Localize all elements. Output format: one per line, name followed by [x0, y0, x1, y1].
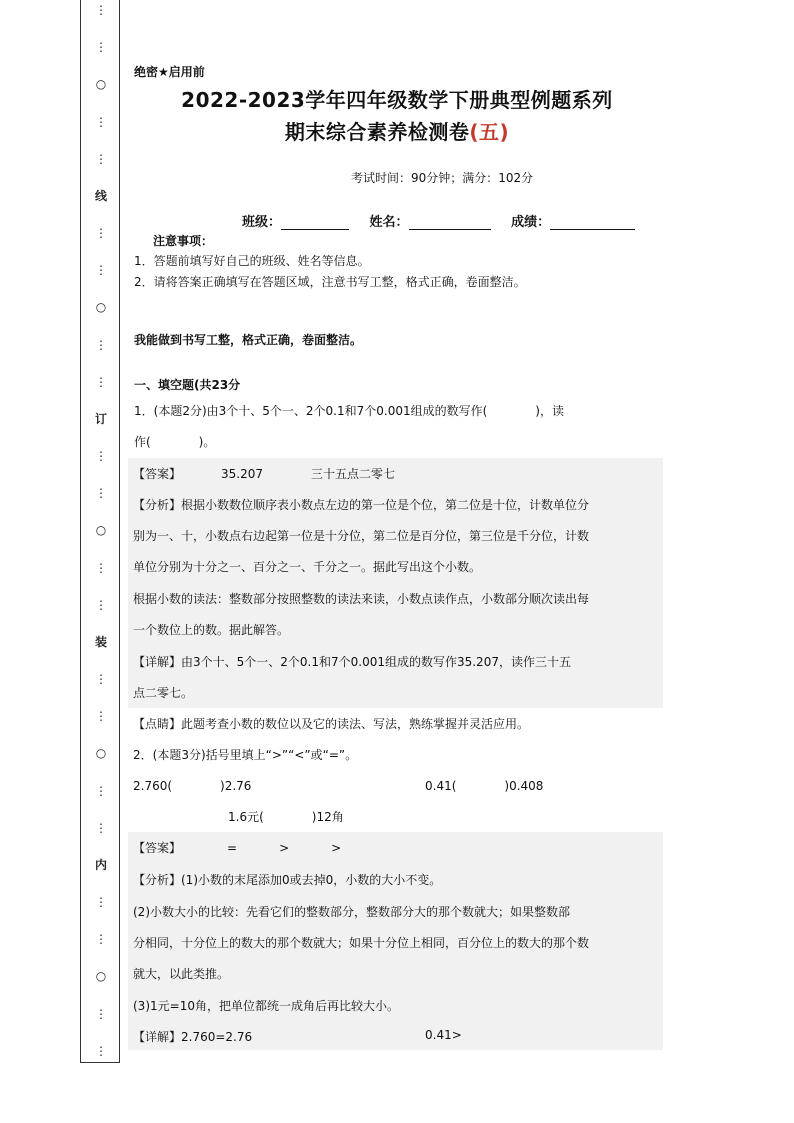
binding-dots: ⋮	[95, 1043, 107, 1058]
name-blank[interactable]	[409, 229, 491, 230]
q2-answer-value-3: >	[331, 841, 342, 855]
q2-answer-value-2: >	[279, 841, 290, 855]
q2-detail-b: 0.41>	[425, 1028, 462, 1042]
q1-detail-line: 【详解】由3个十、5个一、2个0.1和7个0.001组成的数写作35.207，读作三十五	[133, 655, 571, 669]
notice-item-1: 1．答题前填写好自己的班级、姓名等信息。	[134, 254, 370, 268]
q1-stem-line1: 1．(本题2分)由3个十、5个一、2个0.1和7个0.001组成的数写作( )，读	[134, 404, 564, 418]
binding-char-ding: 订	[94, 411, 107, 426]
class-blank[interactable]	[281, 229, 349, 230]
slogan: 我能做到书写工整，格式正确，卷面整洁。	[134, 333, 363, 347]
binding-dots: ⋮	[95, 486, 107, 501]
q2-item-c: 1.6元( )12角	[228, 810, 344, 824]
q1-answer-value-2: 三十五点二零七	[311, 467, 396, 481]
q2-analysis-line: (3)1元=10角，把单位都统一成角后再比较大小。	[133, 999, 399, 1013]
binding-dots: ⋮	[95, 560, 107, 575]
binding-char-nei: 内	[94, 857, 107, 872]
q1-analysis-line: 【分析】根据小数数位顺序表小数点左边的第一位是个位，第二位是十位，计数单位分	[133, 498, 590, 512]
q1-detail-line: 点二零七。	[133, 686, 194, 700]
q1-comment: 【点睛】此题考查小数的数位以及它的读法、写法，熟练掌握并灵活应用。	[133, 717, 530, 731]
binding-dots: ⋮	[95, 226, 107, 241]
binding-dots: ⋮	[95, 114, 107, 129]
q2-answer-row	[133, 839, 341, 856]
q2-stem: 2．(本题3分)括号里填上“>”“<”或“=”。	[133, 748, 358, 762]
binding-dots: ⋮	[95, 895, 107, 910]
binding-circle: ○	[95, 77, 107, 92]
binding-char-zhuang: 装	[94, 634, 107, 649]
binding-dots: ⋮	[95, 709, 107, 724]
binding-dots: ⋮	[95, 3, 107, 17]
q2-analysis-line: (2)小数大小的比较：先看它们的整数部分，整数部分大的那个数就大；如果整数部	[133, 905, 571, 919]
binding-dots: ⋮	[95, 40, 107, 55]
q1-analysis-line: 单位分别为十分之一、百分之一、千分之一。据此写出这个小数。	[133, 560, 482, 574]
secret-label: 绝密★启用前	[134, 65, 205, 79]
exam-title-line2	[131, 116, 663, 145]
q1-analysis-line: 别为一、十，小数点右边起第一位是十分位，第二位是百分位，第三位是千分位，计数	[133, 529, 590, 543]
exam-title-main: 期末综合素养检测卷	[284, 120, 470, 144]
q2-detail-a: 【详解】2.760=2.76	[133, 1030, 253, 1044]
q1-answer-row	[133, 465, 395, 482]
q1-answer-value-1: 35.207	[221, 467, 264, 481]
q1-answer-label: 【答案】	[133, 467, 182, 481]
binding-dots: ⋮	[95, 597, 107, 612]
name-label: 姓名：	[369, 215, 409, 230]
q2-answer-value-1: =	[227, 841, 238, 855]
score-blank[interactable]	[550, 229, 635, 230]
binding-circle: ○	[95, 746, 107, 761]
notice-title: 注意事项：	[153, 234, 214, 248]
q2-analysis-line: 就大，以此类推。	[133, 967, 230, 981]
binding-dots: ⋮	[95, 337, 107, 352]
binding-char-xian: 线	[94, 188, 107, 203]
class-label: 班级：	[242, 215, 282, 230]
binding-column	[81, 0, 121, 1063]
exam-title-number: (五)	[469, 120, 510, 144]
section-title: 一、填空题(共23分	[134, 378, 241, 392]
q1-stem-line2: 作( )。	[134, 435, 216, 449]
q2-answer-label: 【答案】	[133, 841, 182, 855]
q2-analysis-line: 【分析】(1)小数的末尾添加0或去掉0，小数的大小不变。	[133, 873, 442, 887]
binding-dots: ⋮	[95, 932, 107, 947]
exam-info: 考试时间：90分钟；满分：102分	[351, 171, 534, 185]
binding-dots: ⋮	[95, 820, 107, 835]
binding-dots: ⋮	[95, 449, 107, 464]
binding-dots: ⋮	[95, 151, 107, 166]
q2-item-b: 0.41( )0.408	[425, 779, 544, 793]
student-fields	[242, 211, 635, 230]
q2-item-a: 2.760( )2.76	[133, 779, 252, 793]
notice-item-2: 2．请将答案正确填写在答题区域，注意书写工整，格式正确，卷面整洁。	[134, 275, 526, 289]
binding-dots: ⋮	[95, 672, 107, 687]
q1-analysis-line: 根据小数的读法：整数部分按照整数的读法来读，小数点读作点，小数部分顺次读出每	[133, 592, 590, 606]
binding-dots: ⋮	[95, 374, 107, 389]
binding-margin	[80, 0, 120, 1063]
binding-circle: ○	[95, 523, 107, 538]
binding-dots: ⋮	[95, 263, 107, 278]
binding-circle: ○	[95, 969, 107, 984]
score-label: 成绩：	[511, 215, 551, 230]
exam-title-line1: 2022-2023学年四年级数学下册典型例题系列	[181, 88, 613, 112]
q1-analysis-line: 一个数位上的数。据此解答。	[133, 623, 290, 637]
binding-dots: ⋮	[95, 1006, 107, 1021]
q2-analysis-line: 分相同，十分位上的数大的那个数就大；如果十分位上相同，百分位上的数大的那个数	[133, 936, 590, 950]
binding-dots: ⋮	[95, 783, 107, 798]
binding-circle: ○	[95, 300, 107, 315]
